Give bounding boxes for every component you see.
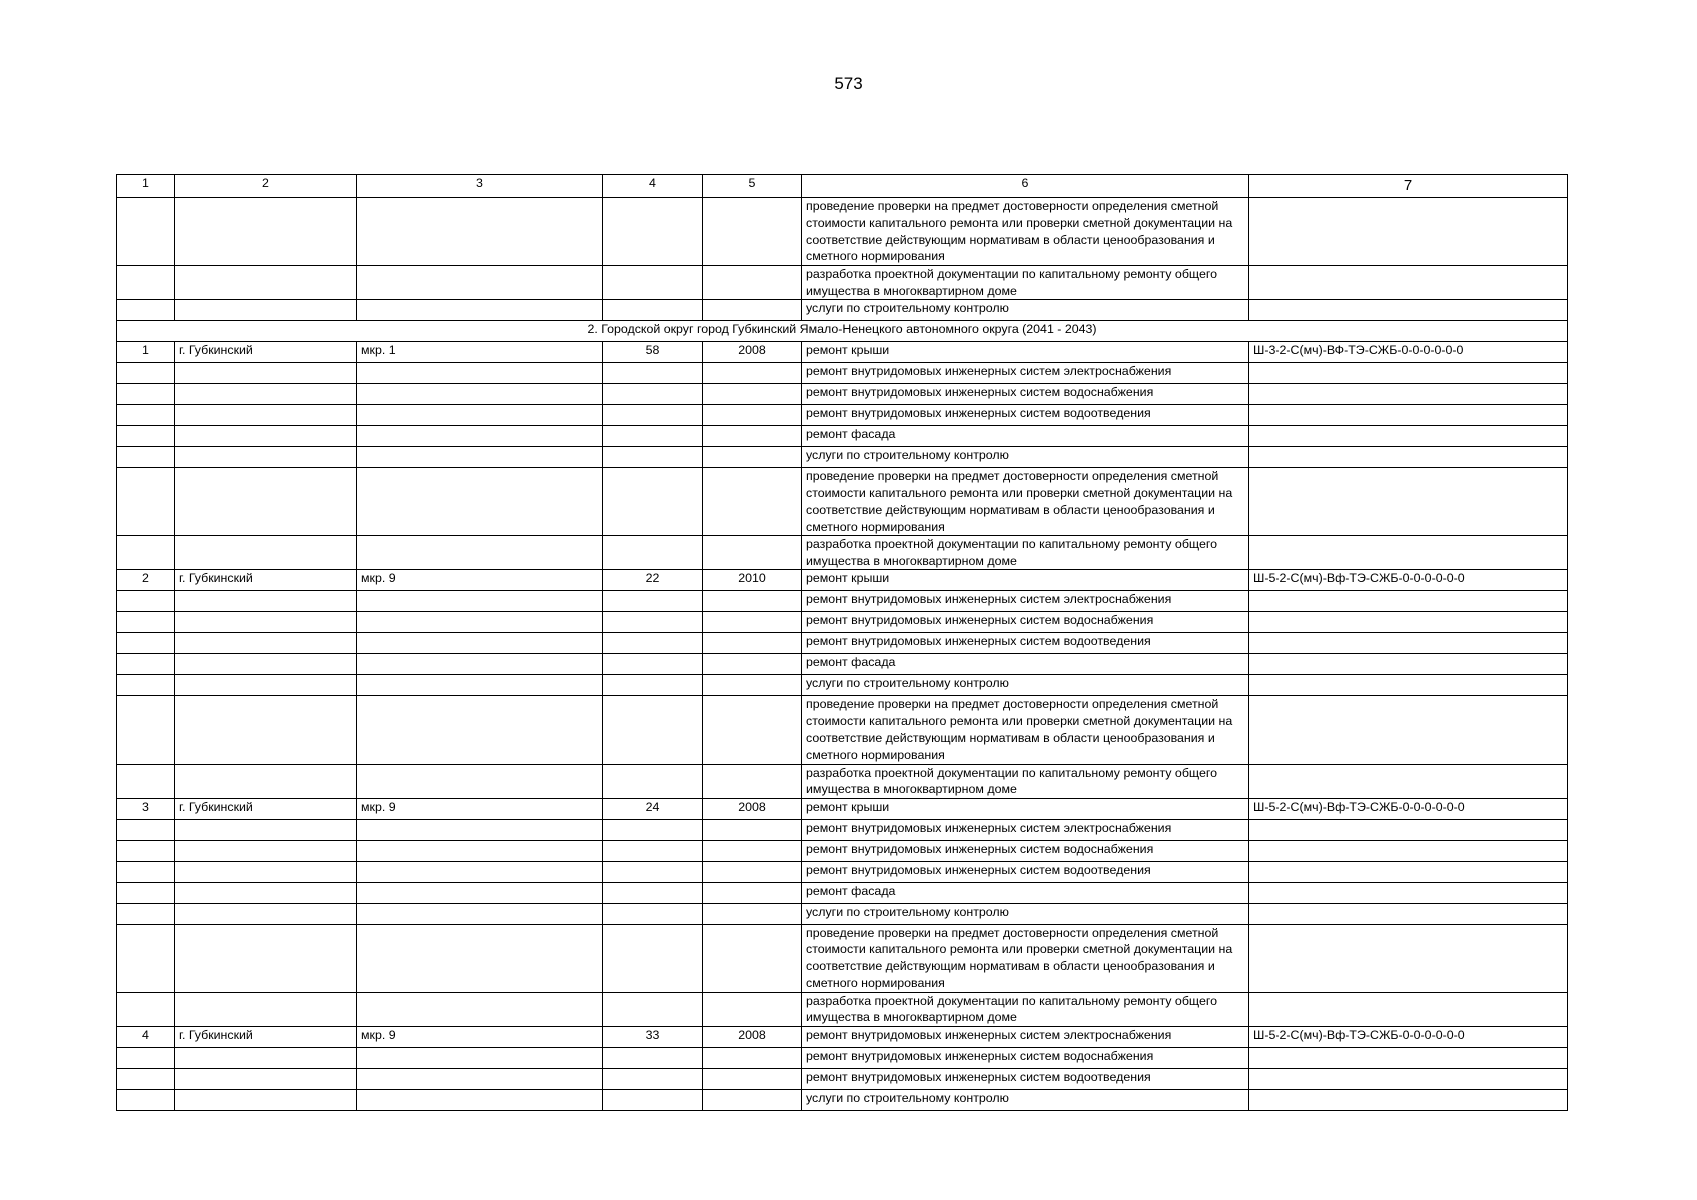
repair-schedule-table <box>116 174 1568 1111</box>
table-row <box>117 591 1568 612</box>
house-code-cell: Ш-5-2-С(мч)-Вф-ТЭ-СЖБ-0-0-0-0-0-0 <box>1249 798 1568 819</box>
house-number-cell <box>603 654 703 675</box>
work-type-cell: ремонт внутридомовых инженерных систем водоотведения <box>802 405 1249 426</box>
year-cell <box>703 840 802 861</box>
house-code-cell <box>1249 882 1568 903</box>
house-number-cell <box>603 426 703 447</box>
work-type-cell: ремонт внутридомовых инженерных систем водоснабжения <box>802 840 1249 861</box>
house-number-cell <box>603 882 703 903</box>
table-row <box>117 363 1568 384</box>
house-code-cell <box>1249 198 1568 266</box>
column-number-header: 6 <box>802 175 1249 198</box>
row-number-cell <box>117 447 175 468</box>
municipality-cell <box>175 426 357 447</box>
address-cell <box>357 1047 603 1068</box>
address-cell: мкр. 9 <box>357 570 603 591</box>
row-number-cell <box>117 882 175 903</box>
work-type-cell: разработка проектной документации по капитальному ремонту общего имущества в многоквартирном доме <box>802 266 1249 300</box>
work-type-cell: проведение проверки на предмет достоверности определения сметной стоимости капитального ремонта или проверки сметной документации на соответствие действующим нормативам в области ценообразования и сметного нормирования <box>802 924 1249 992</box>
house-number-cell <box>603 536 703 570</box>
house-code-cell <box>1249 840 1568 861</box>
address-cell <box>357 819 603 840</box>
house-number-cell <box>603 861 703 882</box>
address-cell <box>357 1089 603 1110</box>
address-cell <box>357 1068 603 1089</box>
table-row <box>117 570 1568 591</box>
house-code-cell <box>1249 591 1568 612</box>
work-type-cell: ремонт фасада <box>802 882 1249 903</box>
table-row <box>117 384 1568 405</box>
house-number-cell <box>603 384 703 405</box>
row-number-cell <box>117 675 175 696</box>
house-number-cell <box>603 591 703 612</box>
row-number-cell <box>117 1068 175 1089</box>
address-cell <box>357 300 603 321</box>
municipality-cell <box>175 924 357 992</box>
table-row <box>117 536 1568 570</box>
table-row <box>117 882 1568 903</box>
work-type-cell: разработка проектной документации по капитальному ремонту общего имущества в многоквартирном доме <box>802 536 1249 570</box>
municipality-cell <box>175 840 357 861</box>
work-type-cell: ремонт внутридомовых инженерных систем электроснабжения <box>802 819 1249 840</box>
house-code-cell <box>1249 675 1568 696</box>
work-type-cell: ремонт внутридомовых инженерных систем водоснабжения <box>802 612 1249 633</box>
house-code-cell <box>1249 819 1568 840</box>
address-cell <box>357 840 603 861</box>
table-row <box>117 798 1568 819</box>
table-row <box>117 1068 1568 1089</box>
municipality-cell <box>175 591 357 612</box>
address-cell <box>357 696 603 764</box>
house-code-cell <box>1249 405 1568 426</box>
table-row <box>117 861 1568 882</box>
house-number-cell <box>603 363 703 384</box>
house-number-cell <box>603 1047 703 1068</box>
year-cell <box>703 1068 802 1089</box>
house-number-cell <box>603 903 703 924</box>
table-row <box>117 675 1568 696</box>
work-type-cell: разработка проектной документации по капитальному ремонту общего имущества в многоквартирном доме <box>802 992 1249 1026</box>
municipality-cell <box>175 1068 357 1089</box>
house-number-cell: 58 <box>603 342 703 363</box>
house-code-cell <box>1249 764 1568 798</box>
section-header-row <box>117 321 1568 342</box>
year-cell <box>703 612 802 633</box>
house-number-cell: 24 <box>603 798 703 819</box>
row-number-cell <box>117 426 175 447</box>
address-cell: мкр. 9 <box>357 1026 603 1047</box>
house-code-cell <box>1249 1089 1568 1110</box>
municipality-cell: г. Губкинский <box>175 570 357 591</box>
column-number-header: 7 <box>1249 175 1568 198</box>
row-number-cell <box>117 840 175 861</box>
address-cell <box>357 992 603 1026</box>
row-number-cell <box>117 861 175 882</box>
row-number-cell <box>117 764 175 798</box>
work-type-cell: ремонт фасада <box>802 654 1249 675</box>
house-code-cell <box>1249 861 1568 882</box>
row-number-cell <box>117 633 175 654</box>
row-number-cell <box>117 591 175 612</box>
work-type-cell: услуги по строительному контролю <box>802 300 1249 321</box>
house-code-cell: Ш-5-2-С(мч)-Вф-ТЭ-СЖБ-0-0-0-0-0-0 <box>1249 1026 1568 1047</box>
house-number-cell <box>603 992 703 1026</box>
work-type-cell: услуги по строительному контролю <box>802 447 1249 468</box>
address-cell <box>357 591 603 612</box>
municipality-cell <box>175 1089 357 1110</box>
row-number-cell <box>117 654 175 675</box>
work-type-cell: разработка проектной документации по капитальному ремонту общего имущества в многоквартирном доме <box>802 764 1249 798</box>
house-code-cell <box>1249 1047 1568 1068</box>
house-code-cell <box>1249 363 1568 384</box>
municipality-cell: г. Губкинский <box>175 798 357 819</box>
column-number-header: 5 <box>703 175 802 198</box>
year-cell <box>703 992 802 1026</box>
house-number-cell <box>603 924 703 992</box>
municipality-cell <box>175 536 357 570</box>
table-row <box>117 447 1568 468</box>
section-title: 2. Городской округ город Губкинский Ямало-Ненецкого автономного округа (2041 - 2043) <box>117 321 1568 342</box>
table-row <box>117 468 1568 536</box>
year-cell: 2008 <box>703 342 802 363</box>
year-cell <box>703 447 802 468</box>
row-number-cell <box>117 384 175 405</box>
municipality-cell <box>175 654 357 675</box>
house-code-cell <box>1249 468 1568 536</box>
house-number-cell <box>603 447 703 468</box>
address-cell <box>357 764 603 798</box>
work-type-cell: услуги по строительному контролю <box>802 1089 1249 1110</box>
year-cell <box>703 764 802 798</box>
work-type-cell: ремонт фасада <box>802 426 1249 447</box>
house-code-cell <box>1249 992 1568 1026</box>
row-number-cell <box>117 612 175 633</box>
row-number-cell <box>117 903 175 924</box>
address-cell <box>357 384 603 405</box>
column-number-header: 4 <box>603 175 703 198</box>
table-row <box>117 840 1568 861</box>
row-number-cell <box>117 1089 175 1110</box>
house-number-cell <box>603 405 703 426</box>
municipality-cell <box>175 266 357 300</box>
year-cell <box>703 654 802 675</box>
municipality-cell <box>175 363 357 384</box>
year-cell <box>703 861 802 882</box>
municipality-cell <box>175 384 357 405</box>
year-cell <box>703 536 802 570</box>
municipality-cell <box>175 405 357 426</box>
year-cell <box>703 591 802 612</box>
column-number-header: 1 <box>117 175 175 198</box>
table-row <box>117 924 1568 992</box>
year-cell <box>703 198 802 266</box>
year-cell <box>703 426 802 447</box>
house-code-cell <box>1249 536 1568 570</box>
house-number-cell <box>603 612 703 633</box>
year-cell <box>703 633 802 654</box>
address-cell <box>357 903 603 924</box>
address-cell: мкр. 9 <box>357 798 603 819</box>
table-row <box>117 405 1568 426</box>
municipality-cell <box>175 633 357 654</box>
house-code-cell <box>1249 903 1568 924</box>
table-row <box>117 633 1568 654</box>
address-cell <box>357 924 603 992</box>
year-cell <box>703 882 802 903</box>
year-cell: 2008 <box>703 1026 802 1047</box>
year-cell <box>703 1047 802 1068</box>
work-type-cell: ремонт внутридомовых инженерных систем электроснабжения <box>802 591 1249 612</box>
work-type-cell: проведение проверки на предмет достоверности определения сметной стоимости капитального ремонта или проверки сметной документации на соответствие действующим нормативам в области ценообразования и сметного нормирования <box>802 468 1249 536</box>
year-cell <box>703 363 802 384</box>
house-code-cell <box>1249 654 1568 675</box>
table-row <box>117 342 1568 363</box>
address-cell <box>357 447 603 468</box>
year-cell <box>703 696 802 764</box>
work-type-cell: проведение проверки на предмет достоверности определения сметной стоимости капитального ремонта или проверки сметной документации на соответствие действующим нормативам в области ценообразования и сметного нормирования <box>802 696 1249 764</box>
house-number-cell <box>603 266 703 300</box>
municipality-cell <box>175 468 357 536</box>
row-number-cell <box>117 468 175 536</box>
address-cell <box>357 468 603 536</box>
house-number-cell <box>603 675 703 696</box>
work-type-cell: ремонт крыши <box>802 570 1249 591</box>
page-number: 573 <box>834 74 863 93</box>
address-cell <box>357 198 603 266</box>
table-row <box>117 198 1568 266</box>
work-type-cell: ремонт внутридомовых инженерных систем водоснабжения <box>802 1047 1249 1068</box>
address-cell <box>357 633 603 654</box>
year-cell <box>703 1089 802 1110</box>
work-type-cell: ремонт внутридомовых инженерных систем водоотведения <box>802 1068 1249 1089</box>
municipality-cell <box>175 447 357 468</box>
house-code-cell <box>1249 696 1568 764</box>
municipality-cell <box>175 1047 357 1068</box>
table-row <box>117 612 1568 633</box>
address-cell <box>357 405 603 426</box>
year-cell <box>703 468 802 536</box>
house-code-cell: Ш-5-2-С(мч)-Вф-ТЭ-СЖБ-0-0-0-0-0-0 <box>1249 570 1568 591</box>
municipality-cell <box>175 612 357 633</box>
table-row <box>117 992 1568 1026</box>
row-number-cell <box>117 924 175 992</box>
house-code-cell <box>1249 612 1568 633</box>
year-cell <box>703 266 802 300</box>
column-number-header: 2 <box>175 175 357 198</box>
row-number-cell <box>117 696 175 764</box>
row-number-cell <box>117 363 175 384</box>
house-number-cell <box>603 696 703 764</box>
work-type-cell: ремонт внутридомовых инженерных систем электроснабжения <box>802 1026 1249 1047</box>
table-row <box>117 654 1568 675</box>
work-type-cell: проведение проверки на предмет достоверности определения сметной стоимости капитального ремонта или проверки сметной документации на соответствие действующим нормативам в области ценообразования и сметного нормирования <box>802 198 1249 266</box>
row-number-cell <box>117 536 175 570</box>
year-cell: 2008 <box>703 798 802 819</box>
municipality-cell: г. Губкинский <box>175 1026 357 1047</box>
row-number-cell: 2 <box>117 570 175 591</box>
table-row <box>117 1026 1568 1047</box>
house-code-cell <box>1249 924 1568 992</box>
house-code-cell <box>1249 633 1568 654</box>
house-code-cell: Ш-3-2-С(мч)-ВФ-ТЭ-СЖБ-0-0-0-0-0-0 <box>1249 342 1568 363</box>
address-cell <box>357 363 603 384</box>
address-cell: мкр. 1 <box>357 342 603 363</box>
work-type-cell: ремонт внутридомовых инженерных систем электроснабжения <box>802 363 1249 384</box>
house-number-cell <box>603 633 703 654</box>
row-number-cell <box>117 819 175 840</box>
municipality-cell <box>175 882 357 903</box>
municipality-cell <box>175 675 357 696</box>
address-cell <box>357 426 603 447</box>
table-body <box>117 198 1568 1111</box>
work-type-cell: ремонт внутридомовых инженерных систем водоотведения <box>802 633 1249 654</box>
row-number-cell: 1 <box>117 342 175 363</box>
house-number-cell: 33 <box>603 1026 703 1047</box>
municipality-cell <box>175 696 357 764</box>
municipality-cell <box>175 992 357 1026</box>
table-row <box>117 300 1568 321</box>
house-code-cell <box>1249 300 1568 321</box>
work-type-cell: ремонт крыши <box>802 342 1249 363</box>
work-type-cell: ремонт крыши <box>802 798 1249 819</box>
house-code-cell <box>1249 1068 1568 1089</box>
house-number-cell <box>603 198 703 266</box>
table-row <box>117 1047 1568 1068</box>
house-number-cell <box>603 1089 703 1110</box>
municipality-cell <box>175 764 357 798</box>
house-code-cell <box>1249 384 1568 405</box>
year-cell <box>703 300 802 321</box>
year-cell: 2010 <box>703 570 802 591</box>
row-number-cell: 3 <box>117 798 175 819</box>
year-cell <box>703 924 802 992</box>
row-number-cell <box>117 992 175 1026</box>
house-number-cell <box>603 819 703 840</box>
house-number-cell <box>603 840 703 861</box>
house-number-cell <box>603 468 703 536</box>
work-type-cell: ремонт внутридомовых инженерных систем водоотведения <box>802 861 1249 882</box>
row-number-cell <box>117 405 175 426</box>
table-row <box>117 426 1568 447</box>
year-cell <box>703 903 802 924</box>
row-number-cell <box>117 300 175 321</box>
house-number-cell: 22 <box>603 570 703 591</box>
municipality-cell <box>175 300 357 321</box>
year-cell <box>703 384 802 405</box>
work-type-cell: услуги по строительному контролю <box>802 675 1249 696</box>
house-code-cell <box>1249 426 1568 447</box>
year-cell <box>703 819 802 840</box>
municipality-cell <box>175 819 357 840</box>
house-code-cell <box>1249 447 1568 468</box>
municipality-cell: г. Губкинский <box>175 342 357 363</box>
table-row <box>117 696 1568 764</box>
year-cell <box>703 675 802 696</box>
column-number-header-row <box>117 175 1568 198</box>
house-code-cell <box>1249 266 1568 300</box>
house-number-cell <box>603 764 703 798</box>
row-number-cell: 4 <box>117 1026 175 1047</box>
row-number-cell <box>117 266 175 300</box>
row-number-cell <box>117 1047 175 1068</box>
address-cell <box>357 266 603 300</box>
address-cell <box>357 675 603 696</box>
row-number-cell <box>117 198 175 266</box>
house-number-cell <box>603 1068 703 1089</box>
address-cell <box>357 654 603 675</box>
municipality-cell <box>175 861 357 882</box>
table-row <box>117 903 1568 924</box>
house-number-cell <box>603 300 703 321</box>
address-cell <box>357 612 603 633</box>
address-cell <box>357 882 603 903</box>
municipality-cell <box>175 903 357 924</box>
table-row <box>117 764 1568 798</box>
year-cell <box>703 405 802 426</box>
table-row <box>117 266 1568 300</box>
table-row <box>117 1089 1568 1110</box>
address-cell <box>357 536 603 570</box>
address-cell <box>357 861 603 882</box>
work-type-cell: услуги по строительному контролю <box>802 903 1249 924</box>
work-type-cell: ремонт внутридомовых инженерных систем водоснабжения <box>802 384 1249 405</box>
municipality-cell <box>175 198 357 266</box>
column-number-header: 3 <box>357 175 603 198</box>
table-row <box>117 819 1568 840</box>
